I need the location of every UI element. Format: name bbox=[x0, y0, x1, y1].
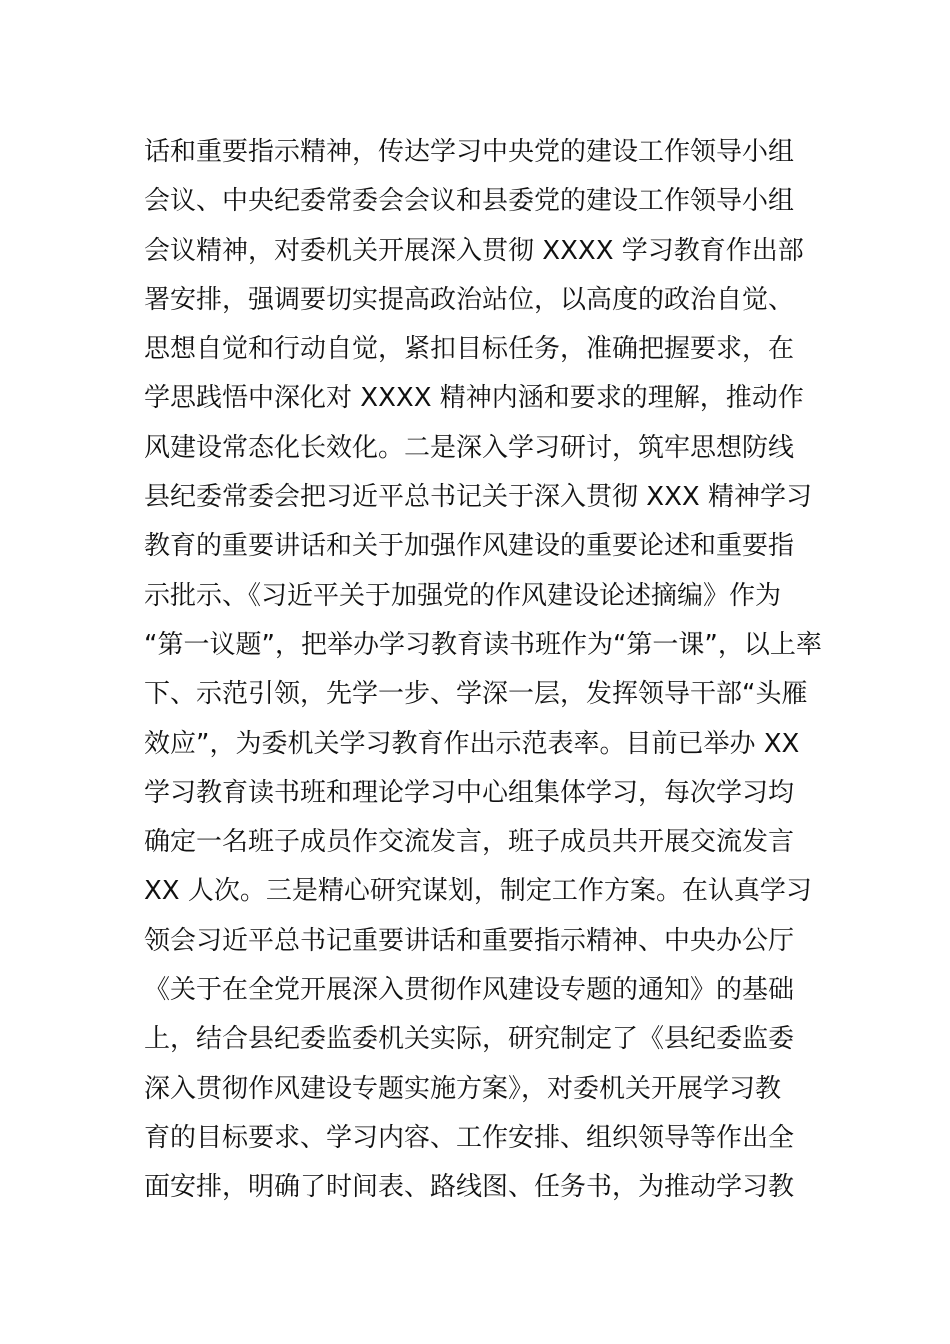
text-line: 会议精神，对委机关开展深入贯彻 XXXX 学习教育作出部 bbox=[144, 235, 804, 266]
text-line: “第一议题”，把举办学习教育读书班作为“第一课”，以上率 bbox=[144, 629, 822, 660]
text-line: 思想自觉和行动自觉，紧扣目标任务，准确把握要求，在 bbox=[144, 334, 795, 365]
text-line: 示批示、《习近平关于加强党的作风建设论述摘编》作为 bbox=[144, 580, 782, 611]
text-line: 县纪委常委会把习近平总书记关于深入贯彻 XXX 精神学习 bbox=[144, 482, 812, 513]
text-line: 《关于在全党开展深入贯彻作风建设专题的通知》的基础 bbox=[144, 975, 795, 1006]
text-line: XX 人次。三是精心研究谋划，制定工作方案。在认真学习 bbox=[144, 876, 812, 907]
text-line: 效应”，为委机关学习教育作出示范表率。目前已举办 XX bbox=[144, 728, 800, 759]
text-line: 上，结合县纪委监委机关实际，研究制定了《县纪委监委 bbox=[144, 1024, 795, 1055]
text-line: 学思践悟中深化对 XXXX 精神内涵和要求的理解，推动作 bbox=[144, 383, 804, 414]
body-text bbox=[144, 128, 824, 1213]
text-line: 风建设常态化长效化。二是深入学习研讨，筑牢思想防线 bbox=[144, 432, 795, 463]
text-line: 下、示范引领，先学一步、学深一层，发挥领导干部“头雁 bbox=[144, 679, 808, 710]
text-line: 教育的重要讲话和关于加强作风建设的重要论述和重要指 bbox=[144, 531, 795, 562]
text-line: 深入贯彻作风建设专题实施方案》，对委机关开展学习教 bbox=[144, 1073, 782, 1104]
text-line: 育的目标要求、学习内容、工作安排、组织领导等作出全 bbox=[144, 1122, 795, 1153]
text-line: 确定一名班子成员作交流发言，班子成员共开展交流发言 bbox=[144, 827, 795, 858]
text-line: 学习教育读书班和理论学习中心组集体学习，每次学习均 bbox=[144, 777, 795, 808]
text-line: 会议、中央纪委常委会会议和县委党的建设工作领导小组 bbox=[144, 186, 795, 217]
text-line: 面安排，明确了时间表、路线图、任务书，为推动学习教 bbox=[144, 1172, 795, 1203]
text-line: 话和重要指示精神，传达学习中央党的建设工作领导小组 bbox=[144, 137, 795, 167]
text-line: 领会习近平总书记重要讲话和重要指示精神、中央办公厅 bbox=[144, 925, 795, 956]
text-line: 署安排，强调要切实提高政治站位，以高度的政治自觉、 bbox=[144, 284, 795, 315]
